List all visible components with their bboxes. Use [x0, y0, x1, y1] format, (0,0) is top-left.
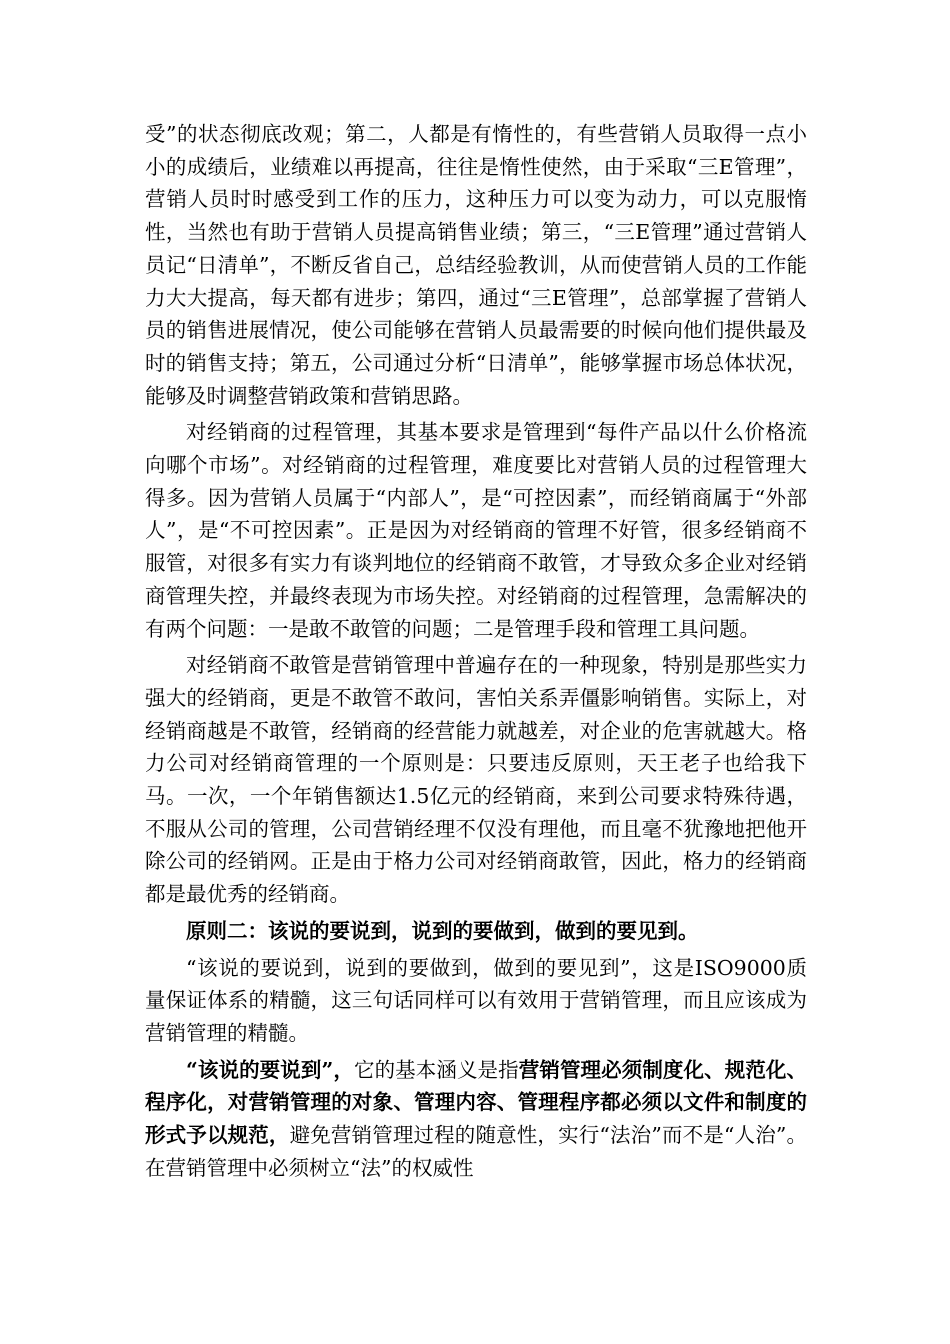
- normal-text-2: 避免营销管理过程的随意性，实行“法治”而不是“人治”。在营销管理中必须树立“法”的权威性: [145, 1123, 807, 1180]
- paragraph-iso9000: “该说的要说到，说到的要做到，做到的要见到”，这是ISO9000质量保证体系的精髓，这三句话同样可以有效用于营销管理，而且应该成为营销管理的精髓。: [145, 955, 807, 1045]
- bold-middle-text: 营销管理必须制度化、规范化、程序化，对营销管理的对象、管理内容、管理程序都必须以文件和制度的形式予以规范，: [145, 1057, 808, 1148]
- normal-text-1: 它的基本涵义是指: [353, 1057, 519, 1082]
- document-page: [145, 118, 807, 1185]
- paragraph-dealer-process-management: 对经销商的过程管理，其基本要求是管理到“每件产品以什么价格流向哪个市场”。对经销商的过程管理，难度要比对营销人员的过程管理大得多。因为营销人员属于“内部人”，是“可控因素”，而经销商属于“外部人”，是“不可控因素”。正是因为对经销商的管理不好管，很多经销商不服管，对很多有实力有谈判地位的经销商不敢管，才导致众多企业对经销商管理失控，并最终表现为市场失控。对经销商的过程管理，急需解决的有两个问题：一是敢不敢管的问题；二是管理手段和管理工具问题。: [145, 420, 807, 641]
- bold-lead-text: “该说的要说到”，: [186, 1057, 354, 1082]
- principle-two-heading: 原则二：该说的要说到，说到的要做到，做到的要见到。: [186, 918, 699, 943]
- paragraph-should-say: [145, 1054, 807, 1185]
- paragraph-management-benefits: 受”的状态彻底改观；第二，人都是有惰性的，有些营销人员取得一点小小的成绩后，业绩难以再提高，往往是惰性使然，由于采取“三E管理”，营销人员时时感受到工作的压力，这种压力可以变为动力，可以克服惰性，当然也有助于营销人员提高销售业绩；第三，“三E管理”通过营销人员记“日清单”，不断反省自己，总结经验教训，从而使营销人员的工作能力大大提高，每天都有进步；第四，通过“三E管理”，总部掌握了营销人员的销售进展情况，使公司能够在营销人员最需要的时候向他们提供最及时的销售支持；第五，公司通过分析“日清单”，能够掌握市场总体状况，能够及时调整营销政策和营销思路。: [145, 122, 807, 408]
- paragraph-dealer-control: 对经销商不敢管是营销管理中普遍存在的一种现象，特别是那些实力强大的经销商，更是不敢管不敢问，害怕关系弄僵影响销售。实际上，对经销商越是不敢管，经销商的经营能力就越差，对企业的危害就越大。格力公司对经销商管理的一个原则是：只要违反原则，天王老子也给我下马。一次，一个年销售额达1.5亿元的经销商，来到公司要求特殊待遇，不服从公司的管理，公司营销经理不仅没有理他，而且毫不犹豫地把他开除公司的经销网。正是由于格力公司对经销商敢管，因此，格力的经销商都是最优秀的经销商。: [145, 653, 807, 907]
